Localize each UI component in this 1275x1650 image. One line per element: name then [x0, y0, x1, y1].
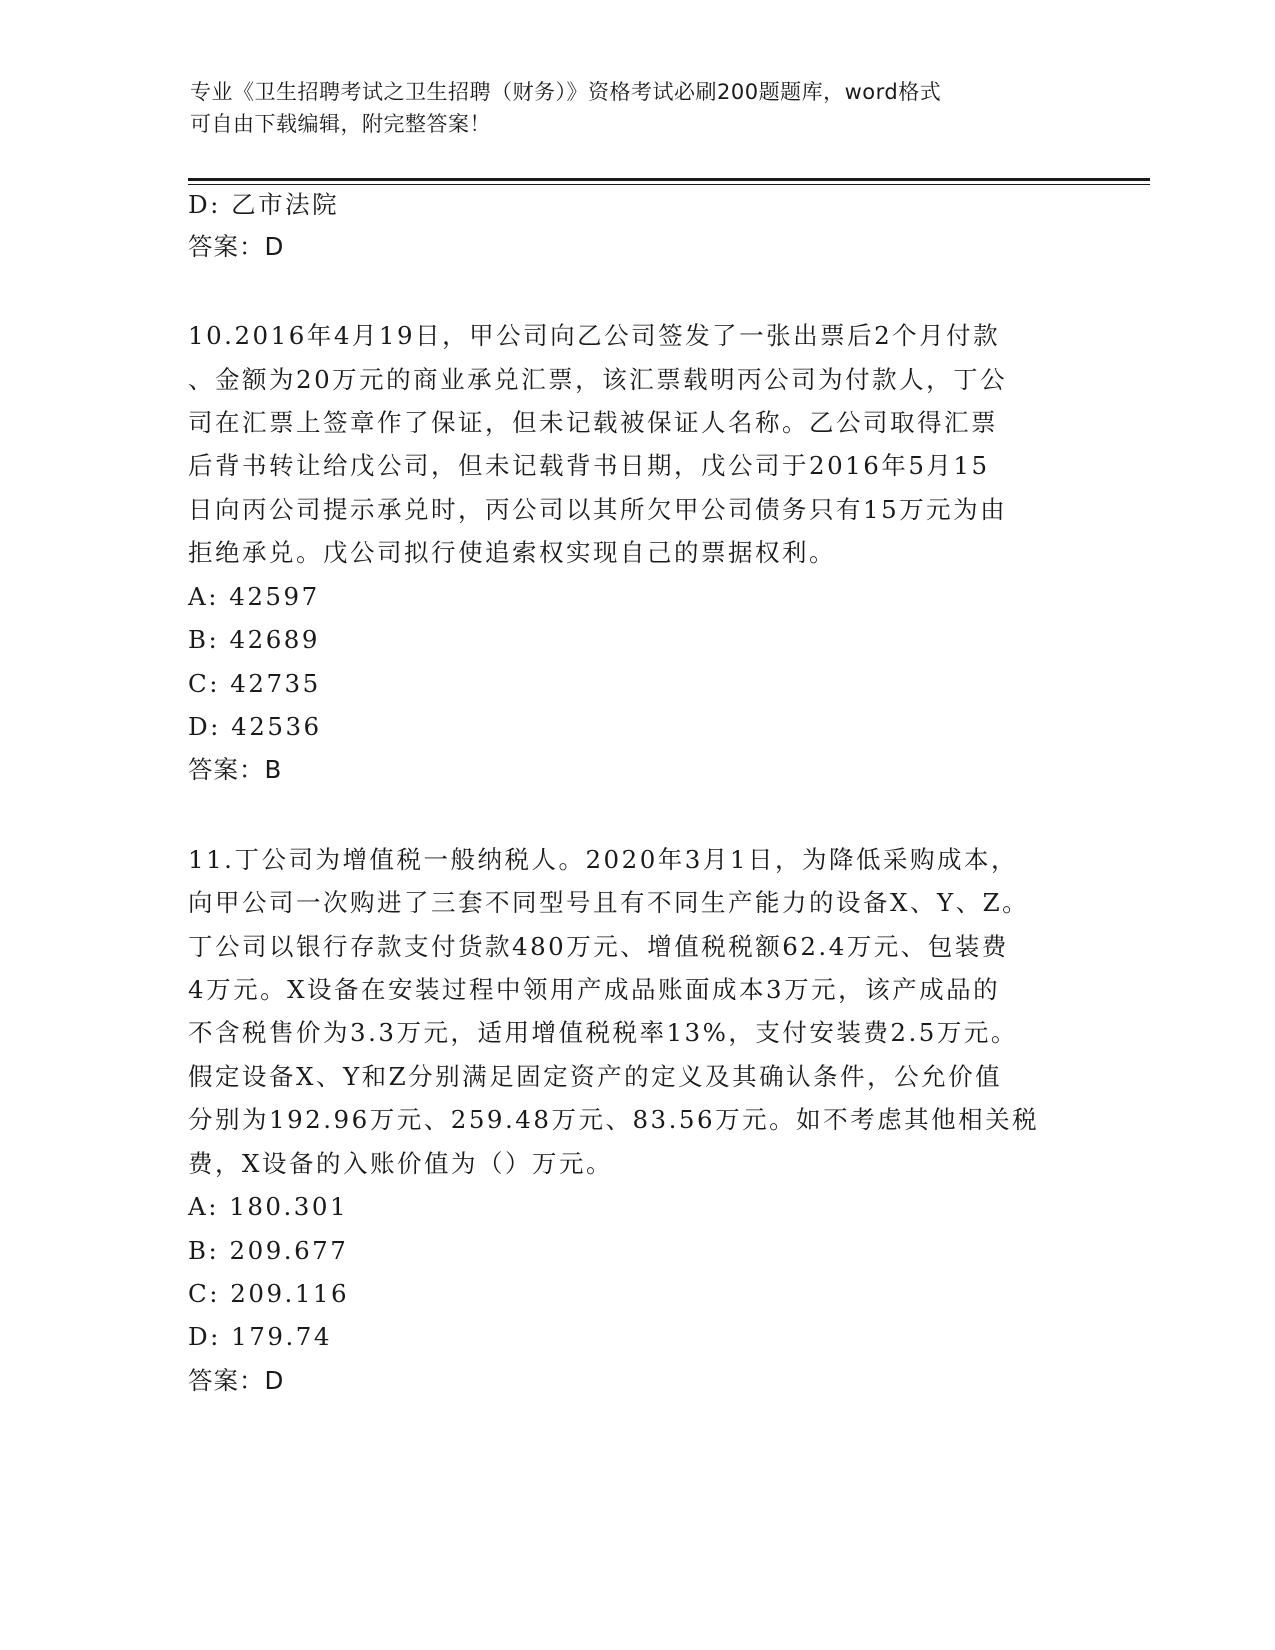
q11-answer: 答案：D: [188, 1366, 285, 1395]
q11-stem-line: 假定设备X、Y和Z分别满足固定资产的定义及其确认条件，公允价值: [188, 1062, 1003, 1091]
header-divider-thin: [188, 184, 1150, 185]
q11-option-d: D: 179.74: [188, 1322, 332, 1351]
header-divider-thick: [188, 178, 1150, 181]
q11-stem-line: 11.丁公司为增值税一般纳税人。2020年3月1日，为降低采购成本，: [188, 845, 1018, 874]
header-title-line-2: 可自由下载编辑，附完整答案！: [190, 112, 491, 136]
q10-stem-line: 、金额为20万元的商业承兑汇票，该汇票载明丙公司为付款人，丁公: [188, 365, 1008, 394]
q11-stem-line: 4万元。X设备在安装过程中领用产成品账面成本3万元，该产成品的: [188, 975, 1001, 1004]
prev-answer: 答案：D: [188, 232, 285, 261]
prev-option-d: D: 乙市法院: [188, 190, 340, 219]
q11-option-a: A: 180.301: [188, 1192, 349, 1221]
q10-option-d: D: 42536: [188, 712, 322, 741]
q10-option-c: C: 42735: [188, 669, 321, 698]
header-title-line-1: 专业《卫生招聘考试之卫生招聘（财务）》资格考试必刷200题题库，word格式: [190, 80, 942, 104]
q10-stem-line: 后背书转让给戊公司，但未记载背书日期，戊公司于2016年5月15: [188, 451, 990, 480]
q11-option-b: B: 209.677: [188, 1236, 349, 1265]
q10-stem-line: 拒绝承兑。戊公司拟行使追索权实现自己的票据权利。: [188, 538, 836, 567]
q10-stem-line: 司在汇票上签章作了保证，但未记载被保证人名称。乙公司取得汇票: [188, 408, 998, 437]
q11-stem-line: 向甲公司一次购进了三套不同型号且有不同生产能力的设备X、Y、Z。: [188, 888, 1030, 917]
q11-option-c: C: 209.116: [188, 1279, 350, 1308]
q11-stem-line: 不含税售价为3.3万元，适用增值税税率13%，支付安装费2.5万元。: [188, 1018, 1018, 1047]
q10-answer: 答案：B: [188, 755, 283, 784]
q10-stem-line: 日向丙公司提示承兑时，丙公司以其所欠甲公司债务只有15万元为由: [188, 495, 1008, 524]
document-header: [190, 76, 1090, 140]
q10-stem-line: 10.2016年4月19日，甲公司向乙公司签发了一张出票后2个月付款: [188, 321, 1001, 350]
q11-stem-line: 费，X设备的入账价值为（）万元。: [188, 1149, 613, 1178]
q10-option-b: B: 42689: [188, 625, 320, 654]
q10-option-a: A: 42597: [188, 582, 320, 611]
q11-stem-line: 分别为192.96万元、259.48万元、83.56万元。如不考虑其他相关税: [188, 1105, 1040, 1134]
q11-stem-line: 丁公司以银行存款支付货款480万元、增值税税额62.4万元、包装费: [188, 932, 1009, 961]
